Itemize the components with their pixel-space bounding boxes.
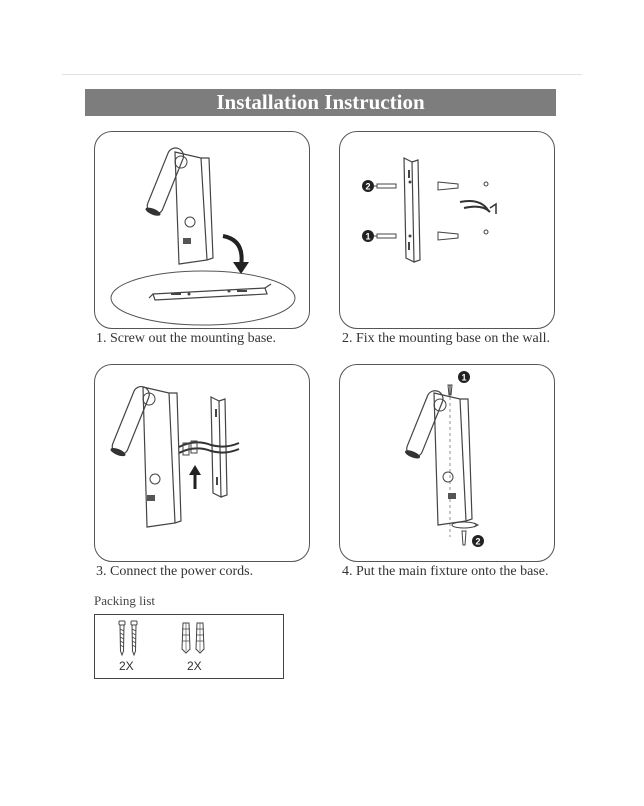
callout-2-step4: 2 [475,536,481,547]
step-3-caption: 3. Connect the power cords. [96,564,254,579]
packing-list-label: Packing list [94,593,156,608]
step-2-illustration [339,131,555,329]
step-1-caption: 1. Screw out the mounting base. [96,331,277,346]
screw-quantity: 2X [119,659,134,673]
step-2-caption: 2. Fix the mounting base on the wall. [342,331,551,346]
lamp-remove-base-icon [95,132,309,328]
callout-1: 1 [365,231,371,242]
wall-mounting-icon [340,132,554,328]
attach-fixture-icon [340,365,554,561]
step-1-illustration [94,131,310,329]
top-divider [62,74,582,75]
anchor-quantity: 2X [187,659,202,673]
step-4-illustration [339,364,555,562]
callout-2: 2 [365,181,371,192]
packing-list-box [94,614,284,679]
callout-1-step4: 1 [461,372,467,383]
step-3-illustration [94,364,310,562]
page-title: Installation Instruction [85,89,556,116]
step-4-caption: 4. Put the main fixture onto the base. [342,564,549,579]
connect-wires-icon [95,365,309,561]
